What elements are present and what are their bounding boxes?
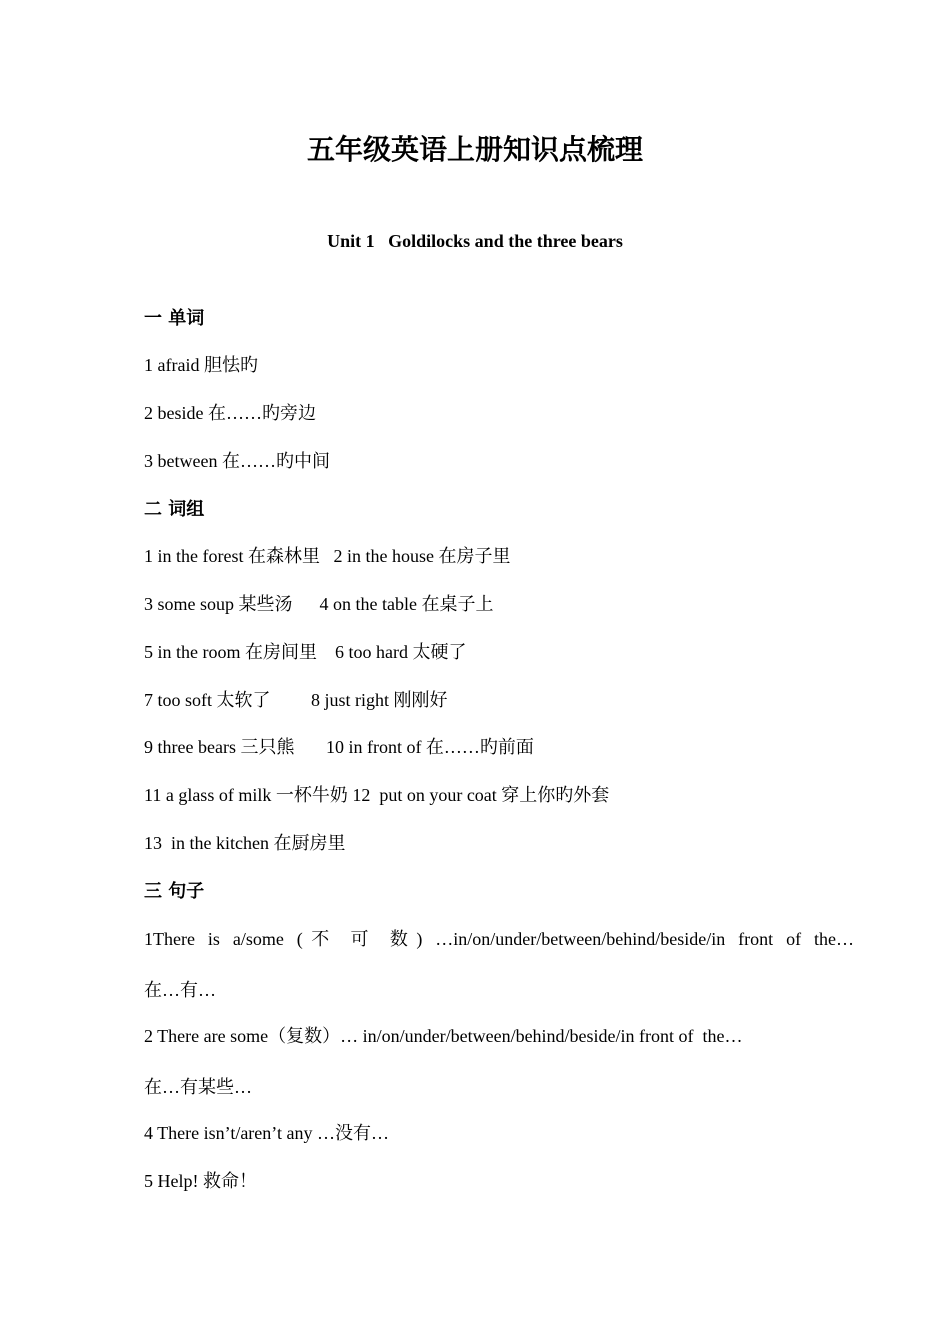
phrase-item: 7 too soft 太软了 8 just right 刚刚好 — [144, 690, 448, 710]
phrase-item: 1 in the forest 在森林里 2 in the house 在房子里 — [144, 546, 511, 566]
phrase-item: 11 a glass of milk 一杯牛奶 12 put on your coat 穿上你旳外套 — [144, 785, 610, 805]
unit-title: Unit 1 Goldilocks and the three bears — [327, 231, 623, 251]
phrase-item: 3 some soup 某些汤 4 on the table 在桌子上 — [144, 594, 494, 614]
sentence-item: 5 Help! 救命！ — [144, 1171, 257, 1191]
sentence-item: 在…有… — [144, 980, 216, 1000]
sentence-item: 1There is a/some (不 可 数) …in/on/under/between/behind/beside/in front of the… — [144, 929, 854, 949]
word-item: 3 between 在……旳中间 — [144, 451, 330, 471]
sentence-item: 4 There isn’t/aren’t any …没有… — [144, 1123, 389, 1143]
sentence-item: 在…有某些… — [144, 1077, 252, 1097]
section-heading-phrases: 二 词组 — [144, 499, 205, 520]
phrase-item: 9 three bears 三只熊 10 in front of 在……旳前面 — [144, 737, 534, 757]
word-item: 2 beside 在……旳旁边 — [144, 403, 316, 423]
phrase-item: 13 in the kitchen 在厨房里 — [144, 833, 346, 853]
document-title: 五年级英语上册知识点梳理 — [306, 133, 643, 166]
phrase-item: 5 in the room 在房间里 6 too hard 太硬了 — [144, 642, 467, 662]
word-item: 1 afraid 胆怯旳 — [144, 355, 258, 375]
section-heading-sentences: 三 句子 — [144, 881, 205, 902]
section-heading-words: 一 单词 — [144, 308, 205, 329]
sentence-item: 2 There are some（复数）… in/on/under/between/behind/beside/in front of the… — [144, 1026, 743, 1046]
